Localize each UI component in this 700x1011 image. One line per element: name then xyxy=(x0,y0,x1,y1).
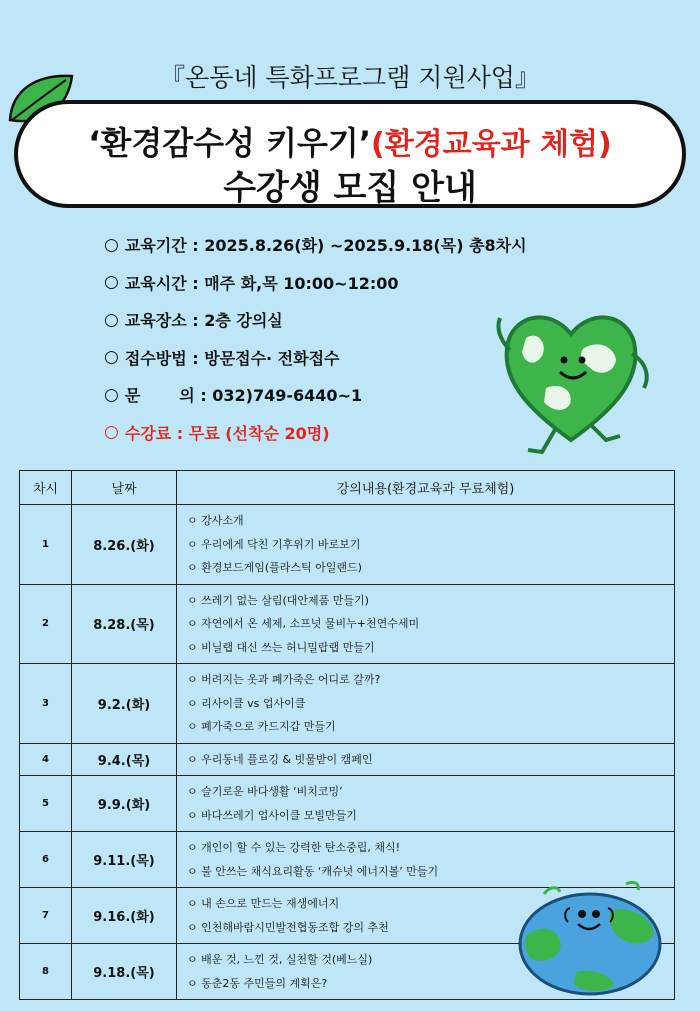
lecture-item: ㅇ 개인이 할 수 있는 강력한 탄소중립, 채식! xyxy=(187,841,401,854)
bullet-circle-icon: ○ xyxy=(104,422,119,443)
info-text: 접수방법 : 방문접수· 전화접수 xyxy=(124,348,340,368)
lecture-item: ㅇ 배운 것, 느낀 것, 실천할 것(베느실) xyxy=(187,953,373,966)
header-date: 날짜 xyxy=(72,471,177,505)
title-line1 xyxy=(18,118,682,164)
title-line2: 수강생 모집 안내 xyxy=(223,168,477,208)
lecture-item: ㅇ 불 안쓰는 채식요리활동 ‘캐슈넛 에너지볼’ 만들기 xyxy=(187,864,439,878)
bullet-circle-icon: ○ xyxy=(104,272,119,293)
info-text: 교육기간 : 2025.8.26(화) ~2025.9.18(목) 총8차시 xyxy=(124,236,527,256)
bullet-circle-icon: ○ xyxy=(104,347,119,368)
lecture-item: ㅇ 버려지는 옷과 폐가죽은 어디로 갈까? xyxy=(187,673,381,686)
session-number: 4 xyxy=(20,743,72,776)
title-main: ‘환경감수성 키우기’ xyxy=(88,124,371,162)
session-number: 6 xyxy=(20,832,72,888)
session-number: 7 xyxy=(20,888,72,944)
lecture-item: ㅇ 환경보드게임(플라스틱 아일랜드) xyxy=(187,561,362,574)
session-number: 2 xyxy=(20,584,72,664)
table-row xyxy=(20,776,675,832)
session-date: 9.11.(목) xyxy=(72,832,177,888)
page-subtitle: 『온동네 특화프로그램 지원사업』 xyxy=(160,63,540,92)
header-session: 차시 xyxy=(20,471,72,505)
header-content: 강의내용(환경교육과 무료체험) xyxy=(177,471,675,505)
info-list xyxy=(104,226,527,451)
table-row xyxy=(20,664,675,744)
table-row xyxy=(20,505,675,585)
table-row xyxy=(20,584,675,664)
lecture-item: ㅇ 비닐랩 대신 쓰는 허니밀랍랩 만들기 xyxy=(187,640,375,654)
session-content xyxy=(177,743,675,776)
session-number: 8 xyxy=(20,944,72,1000)
info-row-method xyxy=(104,339,524,377)
session-content xyxy=(177,505,675,585)
lecture-item: ㅇ 내 손으로 만드는 재생에너지 xyxy=(187,897,340,910)
info-row-contact xyxy=(104,376,524,414)
bullet-circle-icon: ○ xyxy=(104,309,119,330)
heart-earth-mascot-icon xyxy=(486,290,656,460)
info-text: 문 의 : 032)749-6440~1 xyxy=(124,386,363,406)
info-text: 교육시간 : 매주 화,목 10:00~12:00 xyxy=(124,273,399,293)
lecture-item: ㅇ 쓰레기 없는 살림(대안제품 만들기) xyxy=(187,593,369,607)
title-accent: (환경교육과 체험) xyxy=(371,127,612,162)
lecture-item: ㅇ 폐가죽으로 카드지갑 만들기 xyxy=(187,720,336,733)
lecture-item: ㅇ 자연에서 온 세제, 소프넛 물비누+천연수세미 xyxy=(187,617,420,630)
session-date: 9.9.(화) xyxy=(72,776,177,832)
session-date: 8.28.(목) xyxy=(72,584,177,664)
session-date: 8.26.(화) xyxy=(72,505,177,585)
info-row-place xyxy=(104,301,524,339)
earth-mascot-icon xyxy=(516,876,664,996)
lecture-item: ㅇ 리사이클 vs 업사이클 xyxy=(187,696,306,710)
lecture-item: ㅇ 동춘2동 주민들의 계획은? xyxy=(187,976,328,990)
session-content xyxy=(177,664,675,744)
table-header-row xyxy=(20,471,675,505)
info-row-period xyxy=(104,226,527,264)
session-number: 5 xyxy=(20,776,72,832)
title-box xyxy=(14,100,686,208)
lecture-item: ㅇ 바다쓰레기 업사이클 모빌만들기 xyxy=(187,808,357,822)
lecture-item: ㅇ 슬기로운 바다생활 ‘비치코밍’ xyxy=(187,785,343,798)
session-date: 9.18.(목) xyxy=(72,944,177,1000)
session-number: 1 xyxy=(20,505,72,585)
session-date: 9.16.(화) xyxy=(72,888,177,944)
session-content xyxy=(177,584,675,664)
session-content xyxy=(177,776,675,832)
session-date: 9.4.(목) xyxy=(72,743,177,776)
bullet-circle-icon: ○ xyxy=(104,234,119,255)
lecture-item: ㅇ 우리에게 닥친 기후위기 바로보기 xyxy=(187,537,361,551)
session-date: 9.2.(화) xyxy=(72,664,177,744)
info-text: 교육장소 : 2층 강의실 xyxy=(124,311,283,331)
lecture-item: ㅇ 인천해바람시민발전협동조합 강의 추천 xyxy=(187,920,389,934)
lecture-item: ㅇ 강사소개 xyxy=(187,514,244,527)
session-number: 3 xyxy=(20,664,72,744)
info-text: 수강료 : 무료 (선착순 20명) xyxy=(124,423,330,443)
info-row-fee xyxy=(104,414,524,452)
bullet-circle-icon: ○ xyxy=(104,384,119,405)
info-row-time xyxy=(104,264,524,302)
lecture-item: ㅇ 우리동네 플로깅 & 빗물받이 캠페인 xyxy=(187,752,373,766)
table-row xyxy=(20,743,675,776)
